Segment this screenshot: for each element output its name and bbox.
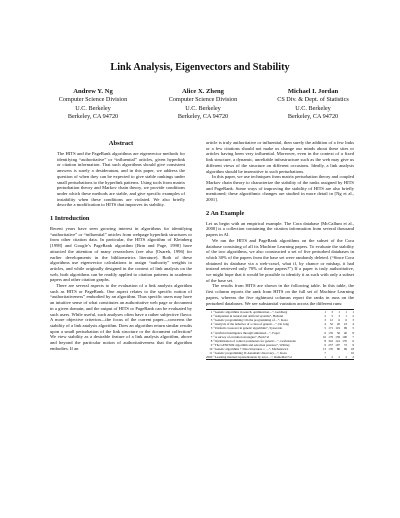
row-paper-title: “A survey of evolution strategies”, Back+al bbox=[213, 334, 269, 339]
row-rank: 1 bbox=[210, 310, 213, 315]
author-1 bbox=[38, 88, 148, 121]
row-perturbed-rank: 170 bbox=[342, 338, 347, 343]
row-perturbed-rank: 23 bbox=[343, 322, 347, 327]
row-paper-title: “Genetic algorithms in search, optimization…”, Goldberg bbox=[213, 310, 288, 315]
row-rank: 2060 bbox=[206, 354, 213, 359]
author-inst: U.C. Berkeley bbox=[185, 104, 221, 112]
row-paper-title: “Learning internal representations by error…”, Rumelhart+al bbox=[213, 354, 292, 359]
row-perturbed-rank: 107 bbox=[335, 342, 340, 347]
row-perturbed-rank: 1 bbox=[352, 310, 354, 315]
left-column bbox=[50, 140, 192, 352]
row-paper-title: “Genetic programming: On the programming of…”, Koza bbox=[213, 318, 288, 323]
row-perturbed-rank: 316 bbox=[328, 338, 333, 343]
row-perturbed-rank: 3 bbox=[331, 310, 333, 315]
row-perturbed-rank: 9 bbox=[324, 342, 326, 347]
row-perturbed-rank: 257 bbox=[328, 342, 333, 347]
row-perturbed-rank: 4 bbox=[324, 322, 326, 327]
row-paper-title: “Genetic algorithms + Data Structures = …”, Michalewicz bbox=[213, 346, 289, 351]
body-paragraph-3: Let us begin with an empirical example. The Cora database [McCallum et al., 2000] is a collection containing the citation information from several thousand papers in AI. bbox=[206, 220, 354, 238]
row-paper-title: “The GENITOR algorithm and selection pressure”, Whitley bbox=[213, 342, 290, 347]
body-paragraph-5: The results from HITS are shown in the following table. In this table, the first column reports the rank from HITS on the full set of Machine Learning papers, whereas the five rightmost columns report the ranks in runs on the perturbed databases. We see substantial variation across the different runs: bbox=[206, 283, 354, 306]
row-perturbed-rank: 2 bbox=[338, 354, 340, 359]
section-heading-introduction: 1 Introduction bbox=[50, 215, 90, 223]
right-column bbox=[206, 140, 354, 360]
row-rank: 11 bbox=[209, 350, 213, 355]
row-perturbed-rank: 69 bbox=[343, 346, 347, 351]
intro-paragraph-1: Recent years have seen growing interest in algorithms for identifying “authoritative” or “influential” articles from webpage hyperlink structures or from other citation data. In particular, the HITS algorithm of Kleinberg [1998] and Google’s PageRank algorithm [Brin and Page, 1998] have attracted the attention of many researchers (see also [Osareh, 1996] for earlier developments in the bibliometrics literature). Both of these algorithms use eigenvector calculations to assign “authority” weights to articles, and while originally designed in the context of link analysis on the web, both algorithms can be readily applied to citation patterns in academic papers and other citation graphs. bbox=[50, 226, 192, 283]
row-perturbed-rank: 3 bbox=[338, 314, 340, 319]
row-rank: 10 bbox=[209, 346, 213, 351]
row-perturbed-rank: 9 bbox=[352, 342, 354, 347]
row-paper-title: “Analysis of the behavior of a class of genetic…”, De Jong bbox=[213, 322, 289, 327]
row-rank: 9 bbox=[210, 342, 213, 347]
paper-title: Link Analysis, Eigenvectors and Stability bbox=[110, 62, 290, 73]
row-perturbed-rank: 4 bbox=[352, 322, 354, 327]
row-perturbed-rank: 135 bbox=[328, 330, 333, 335]
row-perturbed-rank: 1 bbox=[324, 354, 326, 359]
row-perturbed-rank: 6 bbox=[345, 318, 347, 323]
row-perturbed-rank: 8 bbox=[324, 338, 326, 343]
author-city: Berkeley, CA 94720 bbox=[177, 112, 229, 120]
row-rank: 5 bbox=[210, 326, 213, 331]
row-perturbed-rank: 10 bbox=[350, 350, 354, 355]
author-dept: Computer Science Division bbox=[168, 96, 238, 104]
row-perturbed-rank: 12 bbox=[329, 318, 333, 323]
row-perturbed-rank: 6 bbox=[352, 338, 354, 343]
row-perturbed-rank: 13 bbox=[322, 346, 326, 351]
row-paper-title: “Genetic programming II: Automatic discovery…”, Koza bbox=[213, 350, 287, 355]
row-rank: 6 bbox=[210, 330, 213, 335]
body-paragraph-4: We ran the HITS and PageRank algorithms on the subset of the Cora database consisting of all its Machine Learning papers. To evaluate the stability of the two algorithms, we also constructed a set of five perturbed databases in which 30% of the papers from the base set were randomly deleted. (“Since Cora obtained its database via a web-crawl, what if, by chance or mishap, it had instead retrieved only 70% of these papers?”) If a paper is truly authoritative, we might hope that it would be possible to identify it as such with only a subset of the base set. bbox=[206, 237, 354, 283]
row-paper-title: “Uniform crossover in genetic algorithms”, Syswerda bbox=[213, 326, 282, 331]
body-paragraph-1: article is truly authoritative or influential, then surely the addition of a few links or a few citations should not make us change our minds about these sites or articles having been very influential. Moreover, even in the context of a fixed link structure, a dynamic, unreliable infrastructure such as the web may give us different views of the structure on different occasions. Ideally, a link analysis algorithm should be insensitive to such perturbations. bbox=[206, 140, 354, 174]
row-perturbed-rank: 52 bbox=[329, 322, 333, 327]
row-perturbed-rank: 2 bbox=[324, 314, 326, 319]
row-perturbed-rank: 5 bbox=[331, 314, 333, 319]
row-perturbed-rank: 2 bbox=[331, 354, 333, 359]
row-perturbed-rank: 159 bbox=[335, 334, 340, 339]
row-perturbed-rank: 1 bbox=[324, 310, 326, 315]
row-perturbed-rank: 141 bbox=[335, 338, 340, 343]
row-perturbed-rank: 119 bbox=[335, 326, 340, 331]
row-rank: 4 bbox=[210, 322, 213, 327]
body-paragraph-2: In this paper, we use techniques from matrix perturbation theory and coupled Markov chain theory to characterize the stability of the ranks assigned by HITS and PageRank. Some ways of improving the stability of HITS are also briefly mentioned; these algorithmic changes are studied in more detail in [Ng et al., 2001]. bbox=[206, 174, 354, 203]
author-dept: Computer Science Division bbox=[58, 96, 128, 104]
abstract-text: The HITS and the PageRank algorithms are eigenvector methods for identifying “authoritative” or “influential” articles, given hyperlink or citation information. That such algorithms should give consistent answers is surely a desideratum, and in this paper, we address the question of when they can be expected to give stable rankings under small perturbations to the hyperlink patterns. Using tools from matrix perturbation theory and Markov chain theory, we provide conditions under which these methods are stable, and give specific examples of instability when these conditions are violated. We also briefly describe a modification to HITS that improves its stability. bbox=[57, 151, 185, 208]
author-name: Michael I. Jordan bbox=[287, 88, 339, 95]
author-inst: U.C. Berkeley bbox=[75, 104, 111, 112]
abstract-heading: Abstract bbox=[108, 140, 134, 147]
row-rank: 8 bbox=[210, 338, 213, 343]
row-perturbed-rank: 100 bbox=[342, 334, 347, 339]
row-paper-title: “Adaptation in natural and artificial systems”, Holland bbox=[213, 314, 284, 319]
hits-rank-table bbox=[206, 309, 354, 360]
intro-paragraph-2: There are several aspects to the evaluation of a link analysis algorithm such as HITS or PageRank. One aspect relates to the specific notion of “authoritativeness” embodied by an algorithm. Thus specific users may have an intuitive sense of what constitutes an authoritative web page or document in a given domain, and the output of HITS or PageRank can be evaluated by such users. While useful, such analyses often have a rather subjective flavor. A more objective criterion—the focus of the current paper—concerns the stability of a link analysis algorithm. Does an algorithm return similar results upon a small perturbation of the link structure or the document collection? We view stability as a desirable feature of a link analysis algorithm, above and beyond the particular notion of authoritativeness that the algorithm embodies. If an bbox=[50, 283, 192, 351]
author-3 bbox=[258, 88, 368, 121]
row-perturbed-rank: 2 bbox=[352, 314, 354, 319]
row-perturbed-rank: 1 bbox=[338, 310, 340, 315]
row-paper-title: “Artificial intelligence through simulated…”, Fogel bbox=[213, 330, 280, 335]
row-perturbed-rank: 8 bbox=[352, 330, 354, 335]
row-perturbed-rank: 171 bbox=[328, 326, 333, 331]
row-perturbed-rank: 5 bbox=[352, 326, 354, 331]
row-perturbed-rank: 80 bbox=[336, 346, 340, 351]
row-perturbed-rank: 1 bbox=[345, 314, 347, 319]
row-perturbed-rank: 56 bbox=[336, 330, 340, 335]
row-perturbed-rank: 2 bbox=[345, 354, 347, 359]
table-row bbox=[206, 326, 354, 330]
row-rank: 7 bbox=[210, 334, 213, 339]
row-perturbed-rank: 10 bbox=[322, 334, 326, 339]
row-rank: 3 bbox=[210, 318, 213, 323]
author-name: Andrew Y. Ng bbox=[73, 88, 113, 95]
row-perturbed-rank: 179 bbox=[328, 334, 333, 339]
row-perturbed-rank: 7 bbox=[352, 334, 354, 339]
author-city: Berkeley, CA 94720 bbox=[287, 112, 339, 120]
author-name: Alice X. Zheng bbox=[182, 88, 224, 95]
row-perturbed-rank: 99 bbox=[343, 326, 347, 331]
table-row bbox=[206, 355, 354, 360]
row-perturbed-rank: 3 bbox=[324, 318, 326, 323]
row-perturbed-rank: 6 bbox=[324, 330, 326, 335]
row-perturbed-rank: 2 bbox=[352, 354, 354, 359]
author-city: Berkeley, CA 94720 bbox=[67, 112, 119, 120]
row-perturbed-rank: 1 bbox=[345, 310, 347, 315]
row-perturbed-rank: 72 bbox=[343, 342, 347, 347]
row-perturbed-rank: 20 bbox=[336, 322, 340, 327]
row-perturbed-rank: 170 bbox=[328, 346, 333, 351]
row-paper-title: “Optimization of control parameters for genetic…”, Grefenstette bbox=[213, 338, 296, 343]
author-2 bbox=[148, 88, 258, 121]
row-perturbed-rank: 6 bbox=[338, 318, 340, 323]
author-dept: CS Div. & Dept. of Statistics bbox=[277, 96, 349, 104]
author-block bbox=[38, 88, 368, 121]
row-perturbed-rank: 40 bbox=[343, 330, 347, 335]
row-perturbed-rank: 3 bbox=[352, 318, 354, 323]
row-rank: 2 bbox=[210, 314, 213, 319]
abstract bbox=[50, 140, 192, 208]
row-perturbed-rank: 5 bbox=[324, 326, 326, 331]
author-inst: U.C. Berkeley bbox=[295, 104, 331, 112]
row-perturbed-rank: 7 bbox=[324, 350, 326, 355]
section-heading-example: 2 An Example bbox=[206, 209, 245, 217]
row-perturbed-rank: 18 bbox=[350, 346, 354, 351]
